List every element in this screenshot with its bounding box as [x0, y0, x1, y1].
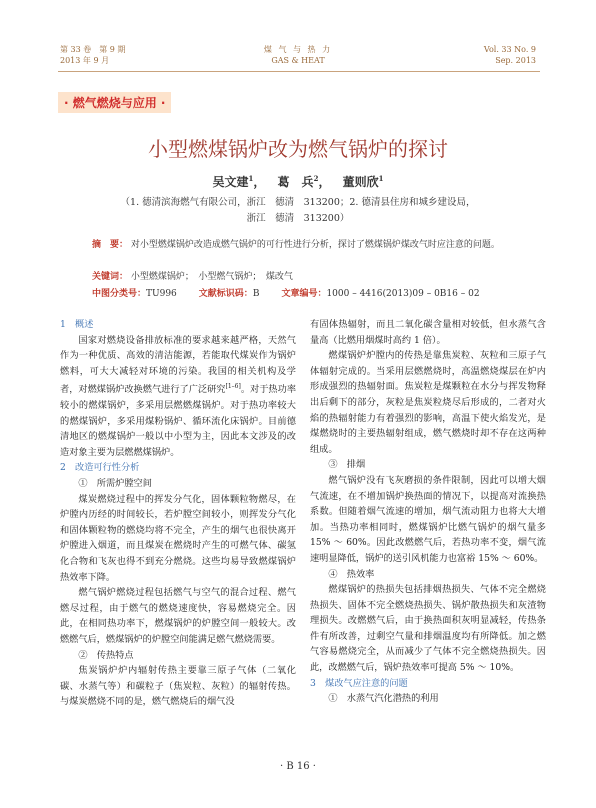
paragraph: 燃气锅炉没有飞灰磨损的条件限制，因此可以增大烟气流速，在不增加锅炉换热面的情况下，以提高对流换热系数。但随着烟气流速的增加，烟气流动阻力也将大大增加。当热功率相同时，燃煤锅炉比燃气锅炉的烟气量多 15% ～ 60%。因此改燃燃气后，若热功率不变，烟气流速明显降低，锅炉的送引风机能力也富裕 15% ～ 60%。	[310, 474, 546, 564]
subsection-heading: ① 所需炉膛空间	[78, 478, 152, 489]
subsection-heading: ③ 排烟	[328, 459, 366, 471]
subsection-heading: ④ 热效率	[328, 568, 375, 580]
volume-issue-en: Vol. 33 No. 9	[483, 45, 536, 54]
art-label: 文章编号：	[281, 289, 327, 299]
paragraph: 燃煤锅炉的热损失包括排烟热损失、气体不完全燃烧热损失、固体不完全燃烧热损失、锅炉散热损失和灰渣物理损失。改燃燃气后，由于换热面积灰明显减轻，传热条件有所改善，过剩空气量和排烟温度均有所降低。加之燃气容易燃烧完全，从而减少了气体不完全燃烧热损失。因此，改燃燃气后，锅炉热效率可提高 5% ～ 10%。	[310, 584, 546, 674]
header-divider	[58, 71, 540, 72]
paragraph: 有固体热辐射，而且二氧化碳含量相对较低，但水蒸气含量高（比燃用烟煤时高约 1 倍）。	[310, 319, 546, 346]
abstract-text: 对小型燃煤锅炉改造成燃气锅炉的可行性进行分析，探讨了燃煤锅炉煤改气时应注意的问题。	[130, 240, 500, 250]
journal-name-en: GAS & HEAT	[271, 56, 325, 65]
body-column-left	[60, 317, 296, 710]
issue-date: 2013 年 9 月	[60, 56, 110, 65]
author-2: 葛 兵	[277, 175, 314, 189]
abstract	[92, 238, 512, 253]
art-value: 1000 – 4416(2013)09 – 0B16 – 02	[326, 289, 480, 299]
issue-date-en: Sep. 2013	[495, 56, 536, 65]
journal-name-cn: 煤 气 与 热 力	[263, 45, 333, 54]
paragraph-text: 国家对燃烧设备排放标准的要求越来越严格，天然气作为一种优质、高效的清洁能源，若能取代煤炭作为锅炉燃料，可大大减轻对环境的污染。我国的相关机构及学者，对燃煤锅炉改换燃气进行了广泛研究	[60, 334, 296, 396]
journal-volume-en	[484, 44, 536, 66]
section-heading-2: 2 改造可行性分析	[60, 462, 140, 474]
page-number: · B 16 ·	[280, 761, 316, 772]
paragraph: 煤炭燃烧过程中的挥发分气化，固体颗粒物燃尽，在炉膛内历经的时间较长，若炉膛空间较小，则挥发分气化和固体颗粒物的燃烧均将不完全，产生的烟气也很快离开炉膛进入烟道，而且煤炭在燃烧时产生的可燃气体、碳氢化合物和飞灰也得不到充分燃烧。这些均易导致燃煤锅炉热效率下降。	[60, 493, 296, 583]
author-3-affil: 1	[378, 174, 384, 183]
author-1: 吴文建	[212, 175, 249, 189]
paper-title: 小型燃煤锅炉改为燃气锅炉的探讨	[148, 137, 448, 161]
subsection-heading: ② 传热特点	[78, 649, 134, 661]
body-column-right	[310, 317, 546, 707]
document-code	[199, 287, 260, 302]
doc-label: 文献标识码：	[198, 289, 253, 299]
clc-value: TU996	[146, 289, 177, 299]
keywords	[92, 270, 512, 285]
keywords-text: 小型燃煤锅炉； 小型燃气锅炉； 煤改气	[130, 272, 293, 282]
author-2-affil: 2	[313, 174, 319, 183]
paragraph: 燃煤锅炉炉膛内的传热是靠焦炭粒、灰粒和三原子气体辐射完成的。当采用层燃燃烧时，高温燃烧煤层在炉内形成强烈的热辐射面。焦炭粒是煤颗粒在水分与挥发物释出后剩下的部分，灰粒是焦炭粒烧尽后形成的，二者对火焰的热辐射能力有着强烈的影响，高温下使火焰发光，是煤燃烧时的主要热辐射组成，燃气燃烧时却不存在这两种组成。	[310, 350, 546, 455]
section-tag: · 燃气燃烧与应用 ·	[58, 92, 171, 113]
author-list: 吴文建$^1$， 葛 兵$^2$， 董则欣$^1$	[212, 174, 384, 189]
paragraph	[60, 333, 296, 461]
abstract-label: 摘 要：	[92, 240, 129, 250]
article-number	[281, 287, 479, 302]
clc-label: 中图分类号：	[92, 289, 147, 299]
affiliation-line-2: 浙江 德清 313200）	[246, 213, 350, 224]
affiliation-line-1: （1. 德清滨海燃气有限公司，浙江 德清 313200；2. 德清县住房和城乡建设局，	[120, 197, 476, 208]
section-heading-1: 1 概述	[60, 319, 94, 330]
classification-row	[92, 287, 512, 302]
subsection-heading: ① 水蒸气汽化潜热的利用	[328, 693, 439, 705]
doc-value: B	[252, 289, 260, 299]
paragraph: 焦炭锅炉炉内辐射传热主要靠三原子气体（二氧化碳、水蒸气等）和碳粒子（焦炭粒、灰粒）的辐射传热。与煤炭燃烧不同的是，燃气燃烧后的烟气没	[60, 665, 296, 708]
paragraph-text-rest: 。对于热功率较小的燃煤锅炉，多采用层燃燃煤锅炉。对于热功率较大的燃煤锅炉，多采用煤粉锅炉、循环流化床锅炉。目前德清地区的燃煤锅炉一般以中小型为主，因此本文涉及的改造对象主要为层燃燃煤锅炉。	[60, 384, 297, 458]
keywords-label: 关键词：	[92, 272, 129, 282]
author-3: 董则欣	[342, 175, 379, 189]
paragraph: 燃气锅炉燃烧过程包括燃气与空气的混合过程、燃气燃尽过程，由于燃气的燃烧速度快，容易燃烧完全。因此，在相同热功率下，燃煤锅炉的炉膛空间一般较大。改燃燃气后，燃煤锅炉的炉膛空间能满足燃气燃烧需要。	[60, 587, 296, 645]
volume-issue: 第 33 卷 第 9 期	[60, 45, 126, 54]
clc-number	[92, 287, 177, 302]
citation: [1–6]	[225, 383, 241, 391]
author-1-affil: 1	[248, 174, 254, 183]
section-heading-3: 3 煤改气应注意的问题	[310, 677, 408, 689]
